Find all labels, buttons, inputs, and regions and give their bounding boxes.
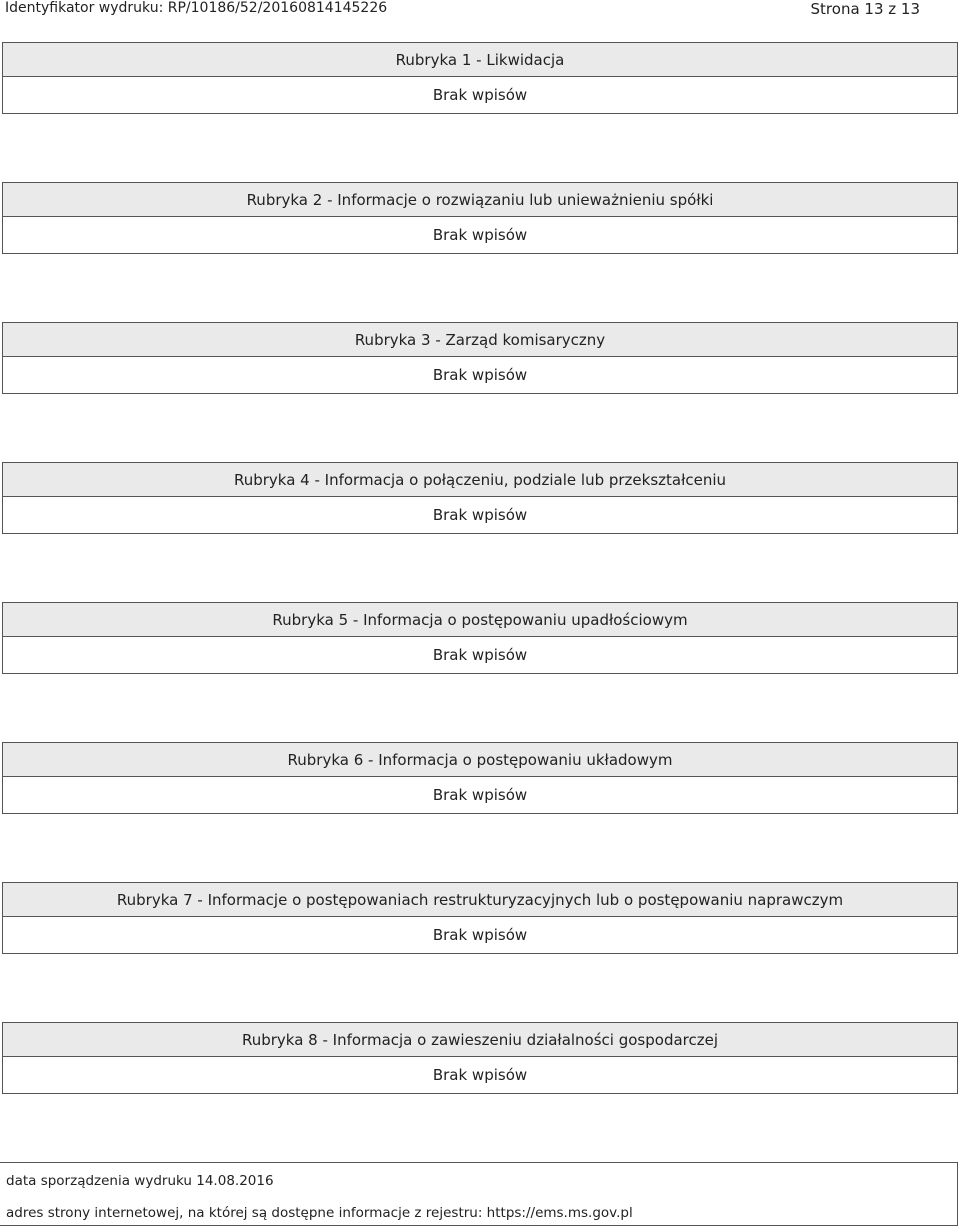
- section-title: Rubryka 7 - Informacje o postępowaniach restrukturyzacyjnych lub o postępowaniu naprawczym: [2, 882, 958, 917]
- section-rubryka-5: [2, 602, 958, 742]
- section-body: Brak wpisów: [2, 1057, 958, 1094]
- section-rubryka-1: [2, 42, 958, 182]
- section-rubryka-2: [2, 182, 958, 322]
- page-header: [0, 0, 960, 18]
- section-body: Brak wpisów: [2, 917, 958, 954]
- section-title: Rubryka 8 - Informacja o zawieszeniu działalności gospodarczej: [2, 1022, 958, 1057]
- section-title: Rubryka 4 - Informacja o połączeniu, podziale lub przekształceniu: [2, 462, 958, 497]
- section-rubryka-8: [2, 1022, 958, 1162]
- page-number: Strona 13 z 13: [810, 0, 920, 18]
- section-title: Rubryka 5 - Informacja o postępowaniu upadłościowym: [2, 602, 958, 637]
- section-body: Brak wpisów: [2, 217, 958, 254]
- section-title: Rubryka 1 - Likwidacja: [2, 42, 958, 77]
- section-body: Brak wpisów: [2, 637, 958, 674]
- section-body: Brak wpisów: [2, 77, 958, 114]
- section-rubryka-3: [2, 322, 958, 462]
- section-body: Brak wpisów: [2, 357, 958, 394]
- page-footer: [0, 1162, 958, 1226]
- sections-list: [2, 42, 958, 1162]
- print-date: data sporządzenia wydruku 14.08.2016: [6, 1173, 274, 1189]
- section-rubryka-7: [2, 882, 958, 1022]
- section-rubryka-6: [2, 742, 958, 882]
- section-rubryka-4: [2, 462, 958, 602]
- section-body: Brak wpisów: [2, 777, 958, 814]
- section-title: Rubryka 3 - Zarząd komisaryczny: [2, 322, 958, 357]
- print-identifier: Identyfikator wydruku: RP/10186/52/20160814145226: [5, 0, 388, 16]
- section-title: Rubryka 2 - Informacje o rozwiązaniu lub unieważnieniu spółki: [2, 182, 958, 217]
- section-body: Brak wpisów: [2, 497, 958, 534]
- section-title: Rubryka 6 - Informacja o postępowaniu układowym: [2, 742, 958, 777]
- registry-url-note: adres strony internetowej, na której są dostępne informacje z rejestru: https://ems.ms.gov.pl: [6, 1205, 633, 1221]
